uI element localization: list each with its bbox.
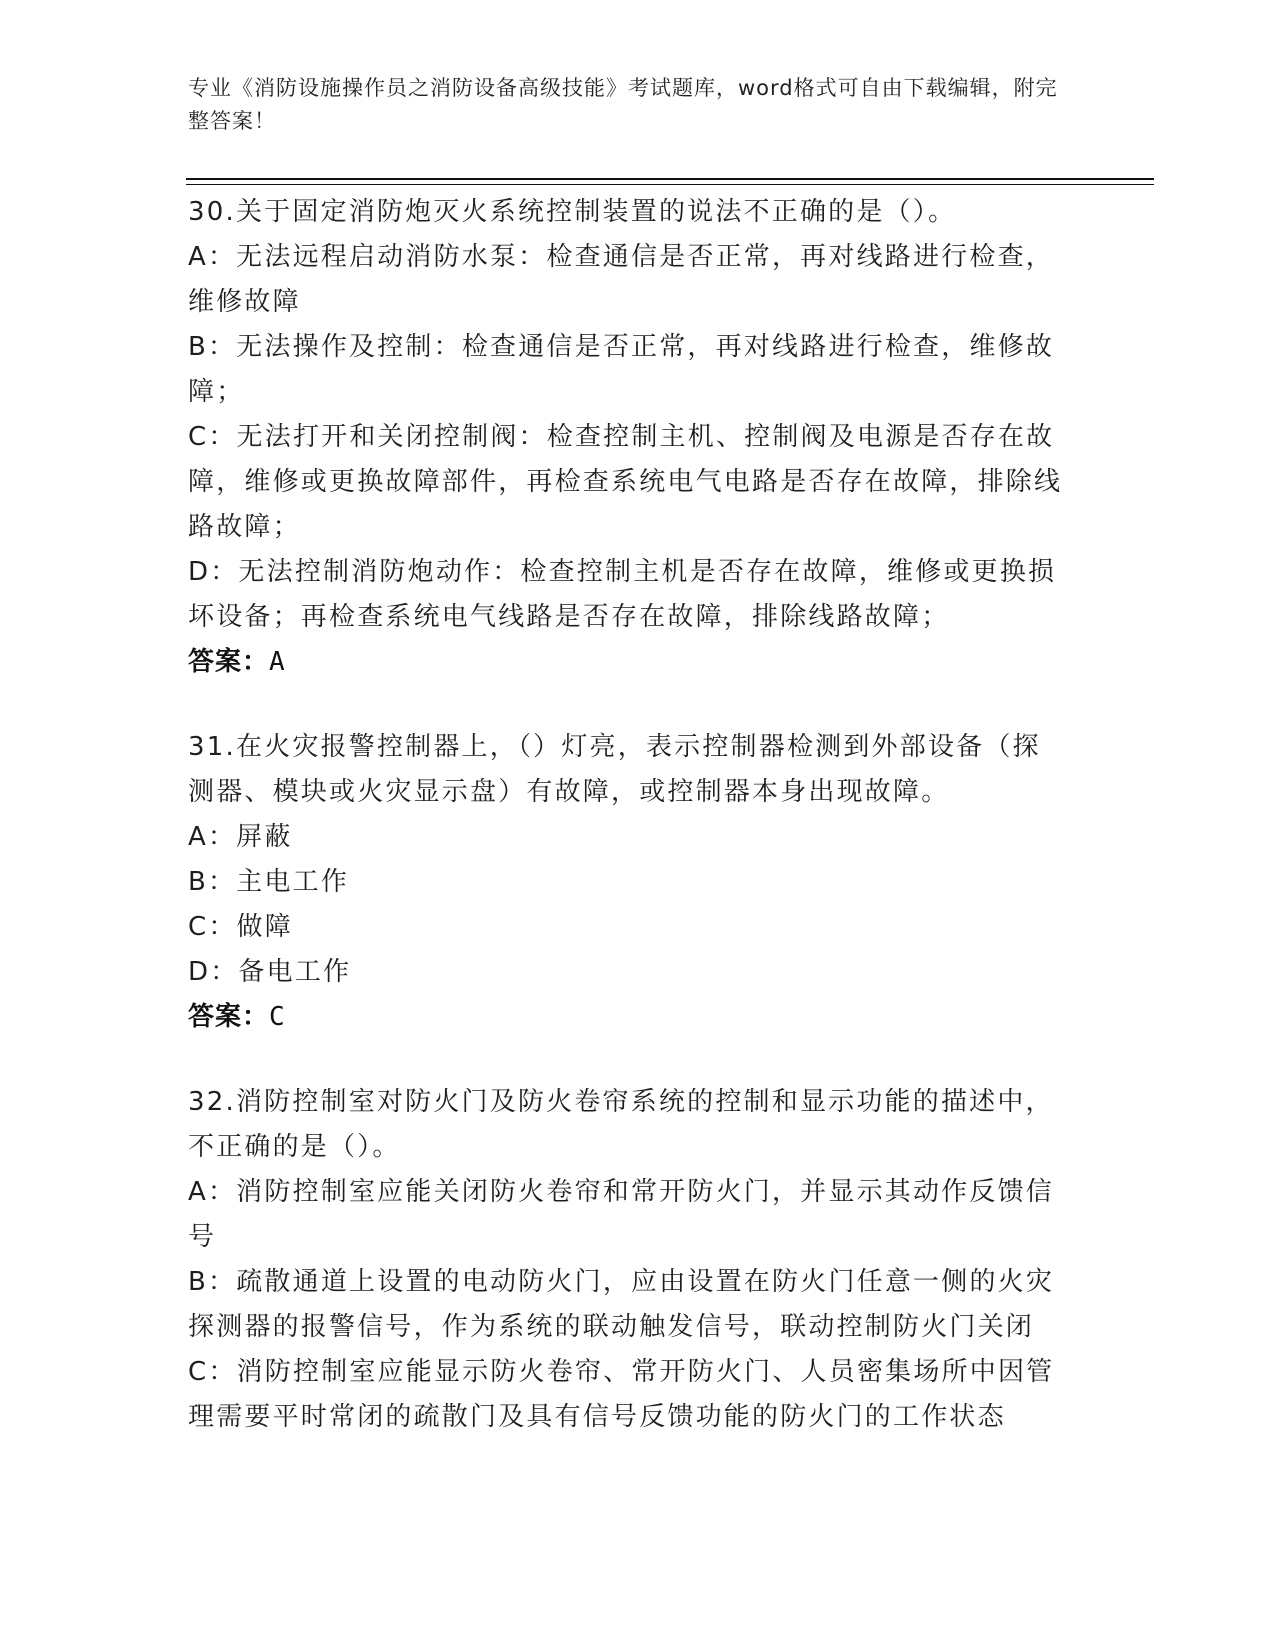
option-b: B：疏散通道上设置的电动防火门，应由设置在防火门任意一侧的火灾探测器的报警信号，作为系统的联动触发信号，联动控制防火门关闭 <box>188 1267 1055 1342</box>
question-31 <box>188 725 1068 1040</box>
option-c: C：消防控制室应能显示防火卷帘、常开防火门、人员密集场所中因管理需要平时常闭的疏散门及具有信号反馈功能的防火门的工作状态 <box>188 1357 1055 1432</box>
option-c: C：无法打开和关闭控制阀：检查控制主机、控制阀及电源是否存在故障，维修或更换故障部件，再检查系统电气电路是否存在故障，排除线路故障； <box>188 422 1063 542</box>
option-a: A：屏蔽 <box>188 822 293 852</box>
question-list <box>188 190 1068 1480</box>
answer-label: 答案： <box>188 1002 270 1032</box>
question-stem: 30.关于固定消防炮灭火系统控制装置的说法不正确的是（）。 <box>188 197 957 227</box>
option-b: B：主电工作 <box>188 867 350 897</box>
answer-value: A <box>269 647 286 677</box>
header-rule-thin <box>186 184 1154 185</box>
question-stem: 32.消防控制室对防火门及防火卷帘系统的控制和显示功能的描述中，不正确的是（）。 <box>188 1087 1054 1162</box>
option-a: A：无法远程启动消防水泵：检查通信是否正常，再对线路进行检查，维修故障 <box>188 242 1054 317</box>
option-d: D：备电工作 <box>188 957 352 987</box>
answer-label: 答案： <box>188 647 270 677</box>
option-c: C：做障 <box>188 912 293 942</box>
question-30 <box>188 190 1068 685</box>
answer-line <box>188 640 1068 685</box>
answer-line <box>188 995 1068 1040</box>
option-d: D：无法控制消防炮动作：检查控制主机是否存在故障，维修或更换损坏设备；再检查系统电气线路是否存在故障，排除线路故障； <box>188 557 1057 632</box>
question-stem: 31.在火灾报警控制器上，（）灯亮，表示控制器检测到外部设备（探测器、模块或火灾显示盘）有故障，或控制器本身出现故障。 <box>188 732 1041 807</box>
question-32 <box>188 1080 1068 1440</box>
option-b: B：无法操作及控制：检查通信是否正常，再对线路进行检查，维修故障； <box>188 332 1055 407</box>
option-a: A：消防控制室应能关闭防火卷帘和常开防火门，并显示其动作反馈信号 <box>188 1177 1054 1252</box>
page-header: 专业《消防设施操作员之消防设备高级技能》考试题库，word格式可自由下载编辑，附完整答案！ <box>188 76 1058 133</box>
header-rule-thick <box>186 178 1154 180</box>
answer-value: C <box>269 1002 286 1032</box>
